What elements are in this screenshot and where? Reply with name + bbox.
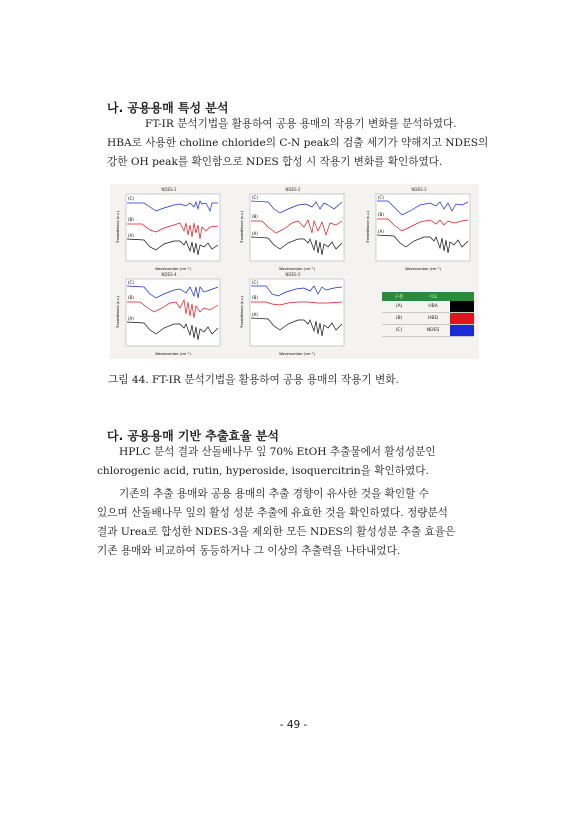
ftir-spectra-plot bbox=[364, 187, 474, 273]
y-axis-label: Transmittance (a.u.) bbox=[240, 210, 244, 244]
legend-header-category: 구분 bbox=[382, 292, 416, 301]
x-axis-label: Wavenumber (cm⁻¹) bbox=[155, 267, 191, 271]
legend-name: HBA bbox=[416, 301, 450, 313]
legend-name: HBD bbox=[416, 313, 450, 325]
label-c: (C) bbox=[378, 195, 384, 200]
panel-title: NDES-2 bbox=[285, 187, 301, 192]
label-c: (C) bbox=[252, 195, 258, 200]
page-number: - 49 - bbox=[279, 719, 308, 731]
panel-title: NDES-3 bbox=[411, 187, 427, 192]
legend-label: (A) bbox=[382, 301, 416, 313]
ftir-panel-ndes-3 bbox=[364, 187, 474, 273]
legend-row bbox=[382, 313, 474, 325]
paragraph-line: FT-IR 분석기법을 활용하여 공용 용매의 작용기 변화를 분석하였다. bbox=[145, 118, 457, 130]
section-heading-na: 나. 공용용매 특성 분석 bbox=[107, 101, 229, 115]
ftir-spectra-plot bbox=[238, 272, 348, 358]
label-b: (B) bbox=[128, 295, 134, 300]
label-a: (A) bbox=[128, 233, 134, 238]
paragraph-line: HPLC 분석 결과 산돌배나무 잎 70% EtOH 추출물에서 활성성분인 bbox=[119, 446, 436, 458]
section-heading-da: 다. 공용용매 기반 추출효율 분석 bbox=[107, 429, 279, 443]
legend-name: NDES bbox=[416, 325, 450, 337]
figure-caption: 그림 44. FT-IR 분석기법을 활용하여 공용 용매의 작용기 변화. bbox=[108, 374, 399, 386]
legend-row bbox=[382, 301, 474, 313]
label-b: (B) bbox=[378, 212, 384, 217]
label-c: (C) bbox=[252, 280, 258, 285]
label-a: (A) bbox=[378, 229, 384, 234]
ftir-panel-ndes-2 bbox=[238, 187, 348, 273]
x-axis-label: Wavenumber (cm⁻¹) bbox=[405, 267, 441, 271]
y-axis-label: Transmittance (a.u.) bbox=[116, 295, 120, 329]
paragraph-line: 강한 OH peak를 확인함으로 NDES 합성 시 작용기 변화를 확인하였다. bbox=[107, 156, 443, 168]
label-b: (B) bbox=[128, 217, 134, 222]
label-b: (B) bbox=[252, 295, 258, 300]
label-a: (A) bbox=[252, 231, 258, 236]
ftir-panel-ndes-1 bbox=[114, 187, 224, 273]
paragraph-line: HBA로 사용한 choline chloride의 C-N peak의 검출 세기가 약해지고 NDES의 bbox=[107, 137, 489, 149]
y-axis-label: Transmittance (a.u.) bbox=[366, 210, 370, 244]
ftir-figure bbox=[110, 184, 479, 359]
label-c: (C) bbox=[128, 280, 134, 285]
label-a: (A) bbox=[128, 316, 134, 321]
x-axis-label: Wavenumber (cm⁻¹) bbox=[279, 352, 315, 356]
legend-swatch-red bbox=[450, 313, 474, 325]
ftir-panel-ndes-5 bbox=[238, 272, 348, 358]
legend-label: (B) bbox=[382, 313, 416, 325]
x-axis-label: Wavenumber (cm⁻¹) bbox=[279, 267, 315, 271]
ftir-panel-ndes-4 bbox=[114, 272, 224, 358]
legend-swatch-blue bbox=[450, 325, 474, 337]
ftir-spectra-plot bbox=[238, 187, 348, 273]
panel-title: NDES-1 bbox=[161, 187, 177, 192]
legend-label: (C) bbox=[382, 325, 416, 337]
section-da-paragraph-2 bbox=[97, 485, 489, 561]
section-na-paragraph bbox=[107, 115, 489, 172]
paragraph-line: 결과 Urea로 합성한 NDES-3을 제외한 모든 NDES의 활성성분 추출 효율은 bbox=[97, 526, 456, 538]
paragraph-line: chlorogenic acid, rutin, hyperoside, isoquercitrin을 확인하였다. bbox=[97, 465, 429, 477]
y-axis-label: Transmittance (a.u.) bbox=[240, 295, 244, 329]
panel-title: NDES-5 bbox=[285, 272, 301, 277]
label-b: (B) bbox=[252, 214, 258, 219]
label-a: (A) bbox=[252, 312, 258, 317]
section-da-paragraph-1 bbox=[97, 443, 489, 481]
ftir-spectra-plot bbox=[114, 272, 224, 358]
paragraph-line: 있으며 산돌배나무 잎의 활성 성분 추출에 유효한 것을 확인하였다. 정량분석 bbox=[97, 507, 448, 519]
ftir-spectra-plot bbox=[114, 187, 224, 273]
x-axis-label: Wavenumber (cm⁻¹) bbox=[155, 352, 191, 356]
legend-row bbox=[382, 325, 474, 337]
y-axis-label: Transmittance (a.u.) bbox=[116, 210, 120, 244]
legend-table bbox=[382, 292, 474, 337]
panel-title: NDES-4 bbox=[161, 272, 177, 277]
label-c: (C) bbox=[128, 196, 134, 201]
paragraph-line: 기존의 추출 용매와 공용 용매의 추출 경향이 유사한 것을 확인할 수 bbox=[119, 488, 429, 500]
legend-swatch-black bbox=[450, 301, 474, 313]
legend-header-sample: 시료 bbox=[416, 292, 450, 301]
paragraph-line: 기존 용매와 비교하여 동등하거나 그 이상의 추출력을 나타내었다. bbox=[97, 545, 401, 557]
